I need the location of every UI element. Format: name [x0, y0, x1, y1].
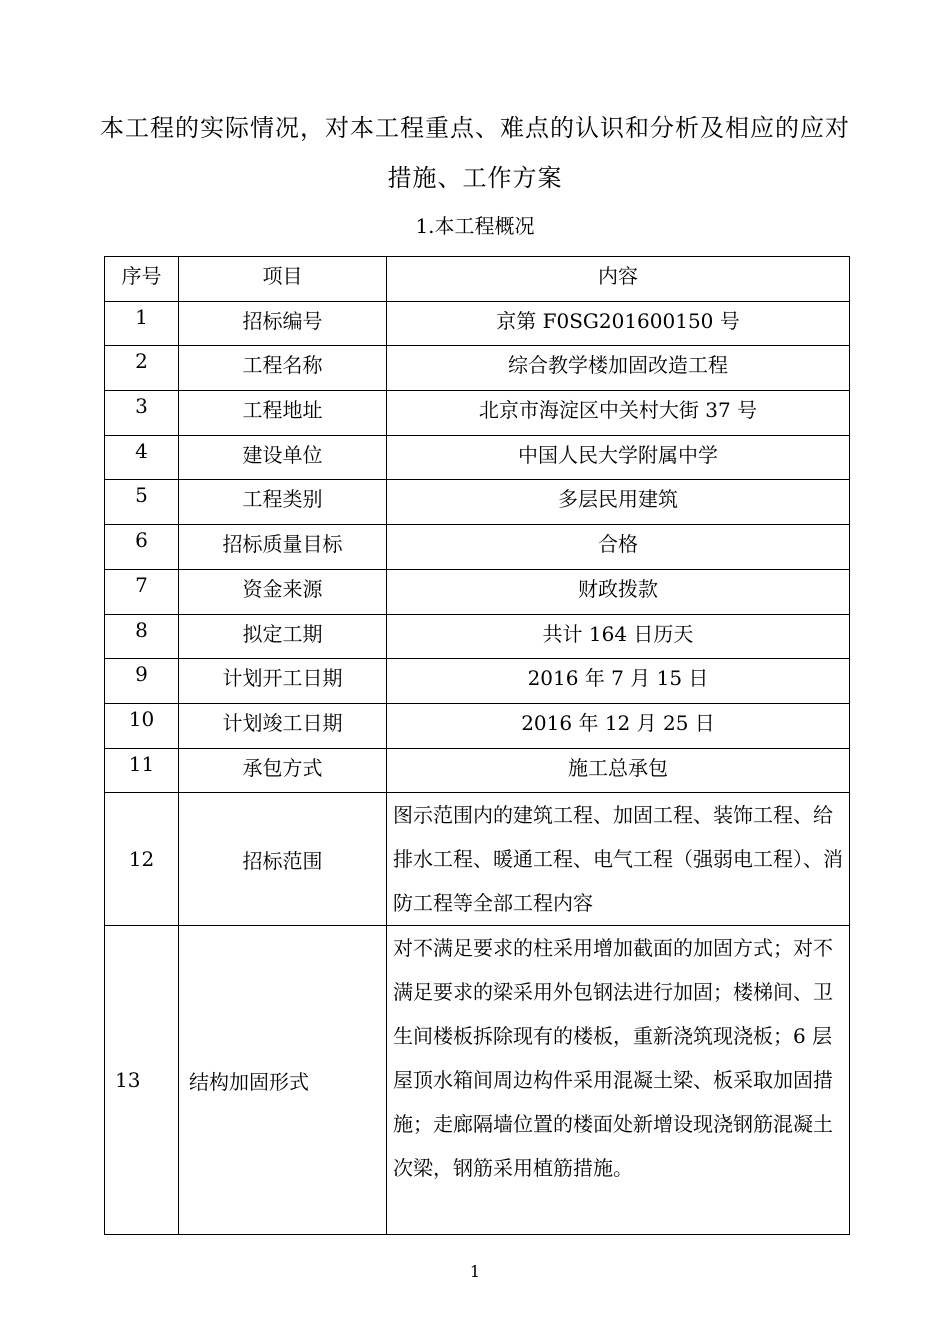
project-overview-table [104, 256, 850, 1235]
cell-no: 3 [105, 391, 179, 436]
cell-content: 综合教学楼加固改造工程 [387, 346, 850, 391]
cell-content: 2016 年 12 月 25 日 [387, 703, 850, 748]
table-row [105, 659, 850, 704]
table-row [105, 391, 850, 436]
cell-no: 9 [105, 659, 179, 704]
cell-no: 12 [105, 793, 179, 926]
cell-no: 11 [105, 748, 179, 793]
cell-content: 合格 [387, 525, 850, 570]
cell-item: 承包方式 [179, 748, 387, 793]
cell-content: 2016 年 7 月 15 日 [387, 659, 850, 704]
cell-content: 财政拨款 [387, 569, 850, 614]
cell-no: 10 [105, 703, 179, 748]
table-header-row [105, 257, 850, 302]
cell-item: 拟定工期 [179, 614, 387, 659]
table-row [105, 569, 850, 614]
section-title: 1.本工程概况 [415, 214, 535, 238]
cell-item: 工程类别 [179, 480, 387, 525]
cell-item: 招标范围 [179, 793, 387, 926]
cell-content: 中国人民大学附属中学 [387, 435, 850, 480]
table-row [105, 346, 850, 391]
cell-content: 多层民用建筑 [387, 480, 850, 525]
cell-content: 京第 F0SG201600150 号 [387, 301, 850, 346]
header-cell-no: 序号 [105, 257, 179, 302]
header-cell-item: 项目 [179, 257, 387, 302]
cell-item: 计划竣工日期 [179, 703, 387, 748]
table-row [105, 614, 850, 659]
cell-item: 资金来源 [179, 569, 387, 614]
page-number: 1 [469, 1262, 481, 1281]
cell-item: 招标编号 [179, 301, 387, 346]
cell-item: 建设单位 [179, 435, 387, 480]
cell-content: 图示范围内的建筑工程、加固工程、装饰工程、给排水工程、暖通工程、电气工程（强弱电工程）、消防工程等全部工程内容 [387, 793, 850, 926]
cell-content: 北京市海淀区中关村大街 37 号 [387, 391, 850, 436]
cell-no: 5 [105, 480, 179, 525]
cell-no: 1 [105, 301, 179, 346]
table-row [105, 793, 850, 926]
cell-item: 结构加固形式 [179, 926, 387, 1235]
document-title-line-1: 本工程的实际情况，对本工程重点、难点的认识和分析及相应的应对 [100, 114, 850, 142]
table-row [105, 480, 850, 525]
cell-content: 对不满足要求的柱采用增加截面的加固方式；对不满足要求的梁采用外包钢法进行加固；楼梯间、卫生间楼板拆除现有的楼板，重新浇筑现浇板；6 层屋顶水箱间周边构件采用混凝土梁、板采取加固措施；走廊隔墙位置的楼面处新增设现浇钢筋混凝土次梁，钢筋采用植筋措施。 [387, 926, 850, 1235]
table-row [105, 525, 850, 570]
cell-item: 工程名称 [179, 346, 387, 391]
cell-no: 4 [105, 435, 179, 480]
document-title-line-2: 措施、工作方案 [387, 164, 563, 192]
cell-content: 共计 164 日历天 [387, 614, 850, 659]
cell-no: 13 [105, 926, 179, 1235]
header-cell-content: 内容 [387, 257, 850, 302]
cell-no: 2 [105, 346, 179, 391]
cell-no: 8 [105, 614, 179, 659]
table-row [105, 926, 850, 1235]
table-row [105, 435, 850, 480]
table-row [105, 703, 850, 748]
table-row [105, 748, 850, 793]
cell-item: 招标质量目标 [179, 525, 387, 570]
cell-no: 6 [105, 525, 179, 570]
table-row [105, 301, 850, 346]
cell-item: 工程地址 [179, 391, 387, 436]
cell-no: 7 [105, 569, 179, 614]
cell-item: 计划开工日期 [179, 659, 387, 704]
cell-content: 施工总承包 [387, 748, 850, 793]
